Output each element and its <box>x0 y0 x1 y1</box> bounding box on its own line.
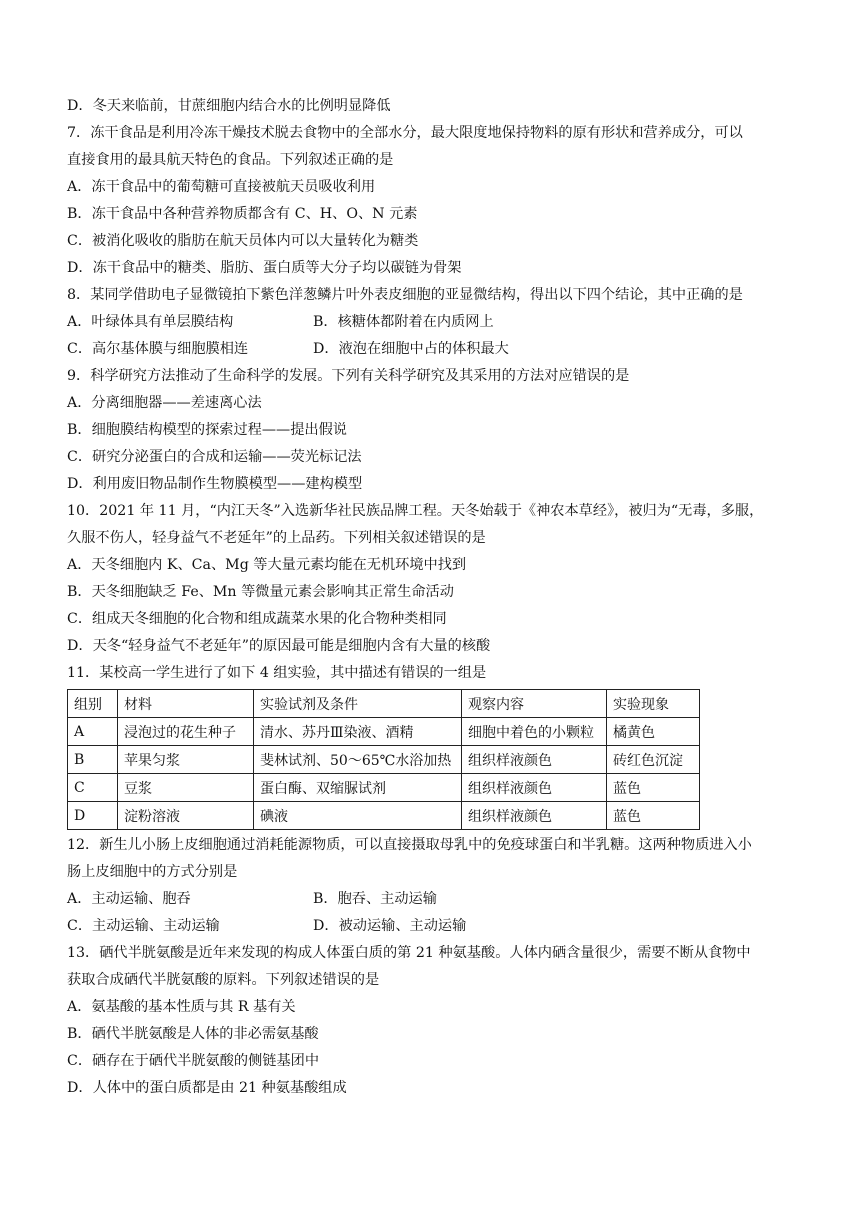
q12-option-c: C．主动运输、主动运输 <box>67 918 220 934</box>
q10-option-a: A．天冬细胞内 K、Ca、Mg 等大量元素均能在无机环境中找到 <box>67 557 467 573</box>
table-cell: 蛋白酶、双缩脲试剂 <box>254 774 462 802</box>
table-cell: 清水、苏丹Ⅲ染液、酒精 <box>254 718 462 746</box>
q13-option-c: C．硒存在于硒代半胱氨酸的侧链基团中 <box>67 1053 320 1069</box>
table-cell: 组织样液颜色 <box>462 774 607 802</box>
table-cell: 豆浆 <box>118 774 254 802</box>
question-11 <box>67 660 797 830</box>
table-header-row <box>68 690 700 718</box>
q13-stem-line-2: 获取合成硒代半胱氨酸的原料。下列叙述错误的是 <box>67 972 380 988</box>
table-cell: 斐林试剂、50～65℃水浴加热 <box>254 746 462 774</box>
table-cell: B <box>68 746 118 774</box>
q9-option-b: B．细胞膜结构模型的探索过程——提出假说 <box>67 422 347 438</box>
q13-option-d: D．人体中的蛋白质都是由 21 种氨基酸组成 <box>67 1080 347 1096</box>
q8-options-row-1 <box>67 309 797 336</box>
question-9 <box>67 363 797 498</box>
table-header-cell: 组别 <box>68 690 118 718</box>
table-row <box>68 802 700 830</box>
q6-option-d: D．冬天来临前，甘蔗细胞内结合水的比例明显降低 <box>67 98 391 114</box>
table-cell: 苹果匀浆 <box>118 746 254 774</box>
q7-stem-line-2: 直接食用的最具航天特色的食品。下列叙述正确的是 <box>67 152 394 168</box>
q7-stem-line-1: 7．冻干食品是利用冷冻干燥技术脱去食物中的全部水分，最大限度地保持物料的原有形状和营养成分，可以 <box>67 125 743 141</box>
table-row <box>68 746 700 774</box>
q8-option-d: D．液泡在细胞中占的体积最大 <box>313 341 509 357</box>
q10-option-c: C．组成天冬细胞的化合物和组成蔬菜水果的化合物种类相同 <box>67 611 447 627</box>
table-cell: 橘黄色 <box>607 718 700 746</box>
question-7 <box>67 120 797 282</box>
experiment-table <box>67 689 700 830</box>
q11-stem: 11．某校高一学生进行了如下 4 组实验，其中描述有错误的一组是 <box>67 665 487 681</box>
table-row <box>68 774 700 802</box>
table-cell: 浸泡过的花生种子 <box>118 718 254 746</box>
q7-option-a: A．冻干食品中的葡萄糖可直接被航天员吸收利用 <box>67 179 376 195</box>
table-cell: A <box>68 718 118 746</box>
q7-option-b: B．冻干食品中各种营养物质都含有 C、H、O、N 元素 <box>67 206 418 222</box>
q12-options-row-1 <box>67 886 797 913</box>
exam-page <box>67 93 797 1102</box>
q12-stem-line-1: 12．新生儿小肠上皮细胞通过消耗能源物质，可以直接摄取母乳中的免疫球蛋白和半乳糖。这两种物质进入小 <box>67 837 752 853</box>
q12-option-b: B．胞吞、主动运输 <box>313 891 437 907</box>
table-row <box>68 718 700 746</box>
q9-option-a: A．分离细胞器——差速离心法 <box>67 395 262 411</box>
q10-option-d: D．天冬“轻身益气不老延年”的原因最可能是细胞内含有大量的核酸 <box>67 638 491 654</box>
table-header-cell: 实验现象 <box>607 690 700 718</box>
question-13 <box>67 940 797 1102</box>
q10-stem-line-2: 久服不伤人，轻身益气不老延年”的上品药。下列相关叙述错误的是 <box>67 530 486 546</box>
q9-option-d: D．利用废旧物品制作生物膜模型——建构模型 <box>67 476 363 492</box>
table-header-cell: 观察内容 <box>462 690 607 718</box>
question-10 <box>67 498 797 660</box>
table-cell: 组织样液颜色 <box>462 802 607 830</box>
q12-stem-line-2: 肠上皮细胞中的方式分别是 <box>67 864 238 880</box>
question-12 <box>67 832 797 940</box>
q9-stem: 9．科学研究方法推动了生命科学的发展。下列有关科学研究及其采用的方法对应错误的是 <box>67 368 630 384</box>
table-cell: C <box>68 774 118 802</box>
q8-option-a: A．叶绿体具有单层膜结构 <box>67 314 234 330</box>
table-cell: 砖红色沉淀 <box>607 746 700 774</box>
table-cell: 组织样液颜色 <box>462 746 607 774</box>
q8-option-c: C．高尔基体膜与细胞膜相连 <box>67 341 249 357</box>
question-8 <box>67 282 797 363</box>
q12-option-d: D．被动运输、主动运输 <box>313 918 467 934</box>
q10-stem-line-1: 10．2021 年 11 月，“内江天冬”入选新华社民族品牌工程。天冬始载于《神农本草经》，被归为“无毒，多服， <box>67 503 764 519</box>
q10-option-b: B．天冬细胞缺乏 Fe、Mn 等微量元素会影响其正常生命活动 <box>67 584 454 600</box>
q8-option-b: B．核糖体都附着在内质网上 <box>313 314 494 330</box>
q13-option-b: B．硒代半胱氨酸是人体的非必需氨基酸 <box>67 1026 319 1042</box>
table-cell: D <box>68 802 118 830</box>
q8-stem: 8．某同学借助电子显微镜拍下紫色洋葱鳞片叶外表皮细胞的亚显微结构，得出以下四个结论，其中正确的是 <box>67 287 743 303</box>
table-cell: 蓝色 <box>607 774 700 802</box>
table-header-cell: 实验试剂及条件 <box>254 690 462 718</box>
q7-option-c: C．被消化吸收的脂肪在航天员体内可以大量转化为糖类 <box>67 233 419 249</box>
q13-option-a: A．氨基酸的基本性质与其 R 基有关 <box>67 999 296 1015</box>
q8-options-row-2 <box>67 336 797 363</box>
table-cell: 细胞中着色的小颗粒 <box>462 718 607 746</box>
q12-option-a: A．主动运输、胞吞 <box>67 891 191 907</box>
table-header-cell: 材料 <box>118 690 254 718</box>
table-cell: 淀粉溶液 <box>118 802 254 830</box>
q7-option-d: D．冻干食品中的糖类、脂肪、蛋白质等大分子均以碳链为骨架 <box>67 260 462 276</box>
q9-option-c: C．研究分泌蛋白的合成和运输——荧光标记法 <box>67 449 362 465</box>
table-cell: 蓝色 <box>607 802 700 830</box>
q12-options-row-2 <box>67 913 797 940</box>
q13-stem-line-1: 13．硒代半胱氨酸是近年来发现的构成人体蛋白质的第 21 种氨基酸。人体内硒含量很少，需要不断从食物中 <box>67 945 751 961</box>
table-cell: 碘液 <box>254 802 462 830</box>
